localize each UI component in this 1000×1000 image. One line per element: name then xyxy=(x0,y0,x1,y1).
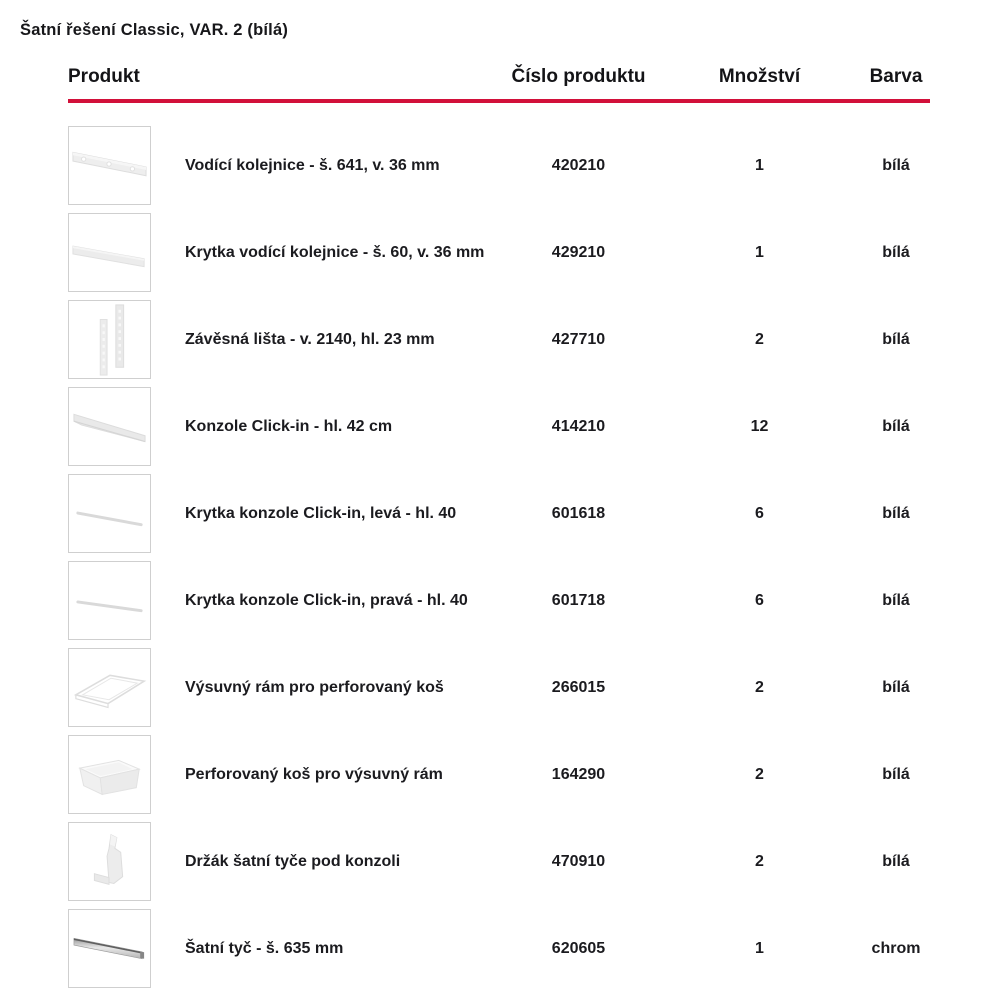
product-thumbnail xyxy=(68,909,151,988)
product-color: bílá xyxy=(882,417,910,435)
product-quantity: 2 xyxy=(755,678,764,696)
table-row xyxy=(68,383,930,470)
product-number: 414210 xyxy=(551,417,606,435)
product-color: bílá xyxy=(882,504,910,522)
product-number: 427710 xyxy=(551,330,606,348)
product-thumbnail xyxy=(68,735,151,814)
table-body xyxy=(68,103,930,992)
product-number: 601618 xyxy=(551,504,606,522)
clothes-rod-thumbnail-icon xyxy=(69,910,150,987)
product-thumbnail xyxy=(68,126,151,205)
product-name: Vodící kolejnice - š. 641, v. 36 mm xyxy=(185,156,440,174)
product-name: Závěsná lišta - v. 2140, hl. 23 mm xyxy=(185,330,435,348)
product-thumbnail xyxy=(68,213,151,292)
column-header-product: Produkt xyxy=(68,66,140,87)
table-row xyxy=(68,209,930,296)
product-name: Držák šatní tyče pod konzoli xyxy=(185,852,401,870)
parts-table xyxy=(68,66,930,992)
table-row xyxy=(68,296,930,383)
table-header-row xyxy=(68,66,930,103)
table-row xyxy=(68,731,930,818)
guide-rail-thumbnail-icon xyxy=(69,127,150,204)
product-color: bílá xyxy=(882,765,910,783)
page-title: Šatní řešení Classic, VAR. 2 (bílá) xyxy=(20,21,289,39)
product-quantity: 2 xyxy=(755,852,764,870)
product-quantity: 2 xyxy=(755,330,764,348)
product-number: 266015 xyxy=(551,678,606,696)
product-color: bílá xyxy=(882,591,910,609)
product-name: Šatní tyč - š. 635 mm xyxy=(185,939,344,957)
column-header-number: Číslo produktu xyxy=(511,66,646,87)
product-color: bílá xyxy=(882,678,910,696)
product-quantity: 1 xyxy=(755,243,764,261)
table-row xyxy=(68,470,930,557)
product-color: bílá xyxy=(882,852,910,870)
table-row xyxy=(68,644,930,731)
product-number: 601718 xyxy=(551,591,606,609)
bracket-cover-right-thumbnail-icon xyxy=(69,562,150,639)
product-quantity: 12 xyxy=(750,417,769,435)
perforated-basket-thumbnail-icon xyxy=(69,736,150,813)
product-quantity: 1 xyxy=(755,156,764,174)
table-row xyxy=(68,122,930,209)
product-number: 164290 xyxy=(551,765,606,783)
gliding-frame-thumbnail-icon xyxy=(69,649,150,726)
product-number: 470910 xyxy=(551,852,606,870)
product-color: chrom xyxy=(871,939,921,957)
column-header-color: Barva xyxy=(869,66,923,87)
product-name: Krytka vodící kolejnice - š. 60, v. 36 mm xyxy=(185,243,485,261)
product-name: Krytka konzole Click-in, pravá - hl. 40 xyxy=(185,591,468,609)
product-name: Perforovaný koš pro výsuvný rám xyxy=(185,765,443,783)
guide-rail-cover-thumbnail-icon xyxy=(69,214,150,291)
product-thumbnail xyxy=(68,387,151,466)
product-color: bílá xyxy=(882,243,910,261)
product-quantity: 1 xyxy=(755,939,764,957)
product-number: 620605 xyxy=(551,939,606,957)
product-thumbnail xyxy=(68,648,151,727)
product-quantity: 6 xyxy=(755,591,764,609)
table-row xyxy=(68,818,930,905)
product-name: Konzole Click-in - hl. 42 cm xyxy=(185,417,393,435)
product-thumbnail xyxy=(68,561,151,640)
product-thumbnail xyxy=(68,474,151,553)
product-thumbnail xyxy=(68,300,151,379)
product-quantity: 6 xyxy=(755,504,764,522)
rod-holder-thumbnail-icon xyxy=(69,823,150,900)
table-row xyxy=(68,557,930,644)
hang-standard-thumbnail-icon xyxy=(69,301,150,378)
product-thumbnail xyxy=(68,822,151,901)
table-row xyxy=(68,905,930,992)
product-color: bílá xyxy=(882,156,910,174)
product-number: 429210 xyxy=(551,243,606,261)
bracket-cover-left-thumbnail-icon xyxy=(69,475,150,552)
product-quantity: 2 xyxy=(755,765,764,783)
bracket-thumbnail-icon xyxy=(69,388,150,465)
product-name: Výsuvný rám pro perforovaný koš xyxy=(185,678,444,696)
product-name: Krytka konzole Click-in, levá - hl. 40 xyxy=(185,504,457,522)
column-header-quantity: Množství xyxy=(718,66,801,87)
product-number: 420210 xyxy=(551,156,606,174)
product-color: bílá xyxy=(882,330,910,348)
